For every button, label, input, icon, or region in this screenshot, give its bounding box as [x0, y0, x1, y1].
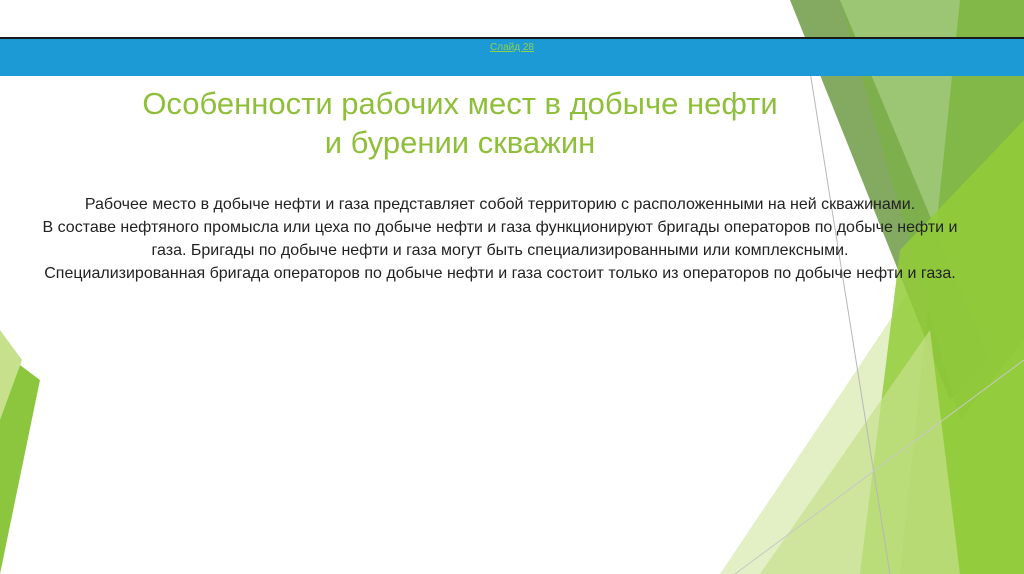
slide-body: [40, 193, 960, 285]
paragraph-3: Специализированная бригада операторов по добыче нефти и газа состоит только из операторов по добыче нефти и газа.: [44, 265, 956, 282]
paragraph-1: Рабочее место в добыче нефти и газа представляет собой территорию с расположенными на ней скважинами.: [84, 196, 916, 213]
title-line-1: Особенности рабочих мест в добыче нефти: [142, 86, 778, 121]
slide-number-link[interactable]: Слайд 28: [490, 42, 534, 53]
title-line-2: и бурении скважин: [324, 125, 596, 160]
paragraph-2: В составе нефтяного промысла или цеха по добыче нефти и газа функционируют бригады операторов по добыче нефти и газа. Бригады по добыче нефти и газа могут быть специализированными или комплексными.: [42, 219, 958, 259]
header-bar: [0, 37, 1024, 76]
slide-title: [60, 84, 860, 162]
